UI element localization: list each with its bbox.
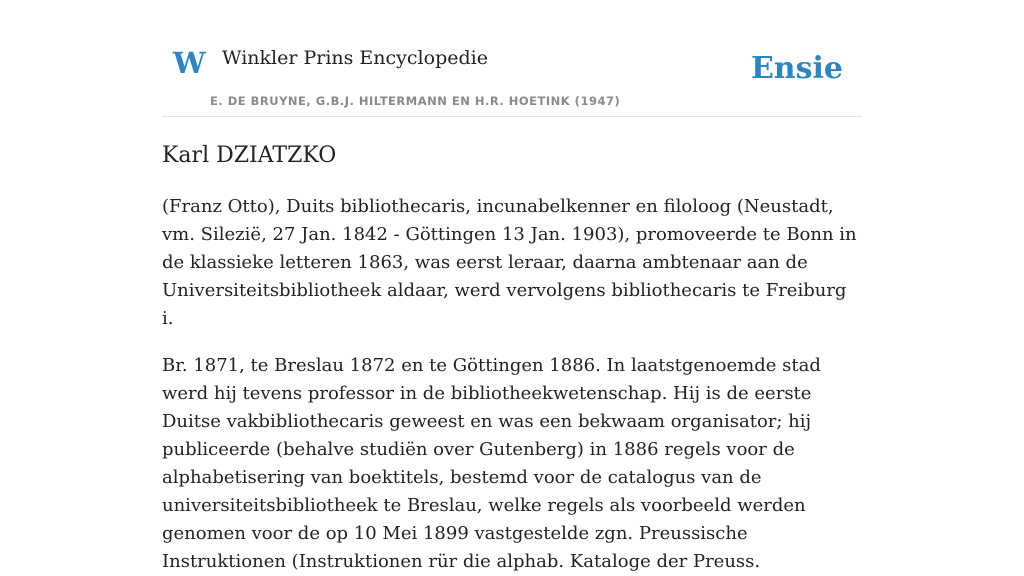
ensie-logo[interactable]: Ensie	[750, 51, 843, 86]
page	[162, 0, 862, 576]
article-title: Karl DZIATZKO	[162, 143, 337, 168]
site-header	[162, 0, 862, 117]
article-paragraph: (Franz Otto), Duits bibliothecaris, incunabelkenner en filoloog (Neustadt, vm. Silezië, 27 Jan. 1842 - Göttingen 13 Jan. 1903), promoveerde te Bonn in de klassieke letteren 1863, was eerst leraar, daarna ambtenaar aan de Universiteitsbibliotheek aldaar, werd vervolgens bibliothecaris te Freiburg i.	[162, 196, 857, 329]
article	[162, 141, 862, 576]
article-paragraph: Br. 1871, te Breslau 1872 en te Göttingen 1886. In laatstgenoemde stad werd hij tevens professor in de bibliotheekwetenschap. Hij is de eerste Duitse vakbibliothecaris geweest en was een bekwaam organisator; hij publiceerde (behalve studiën over Gutenberg) in 1886 regels voor de alphabetisering van boektitels, bestemd voor de catalogus van de universiteitsbibliotheek te Breslau, welke regels als voorbeeld werden genomen voor de op 10 Mei 1899 vastgestelde zgn. Preussische Instruktionen (Instruktionen rür die alphab. Kataloge der Preuss.	[162, 355, 821, 572]
publication-logo-icon[interactable]: W	[173, 46, 206, 80]
publication-authors: E. DE BRUYNE, G.B.J. HILTERMANN EN H.R. HOETINK (1947)	[210, 94, 621, 108]
publication-title[interactable]: Winkler Prins Encyclopedie	[222, 47, 488, 69]
